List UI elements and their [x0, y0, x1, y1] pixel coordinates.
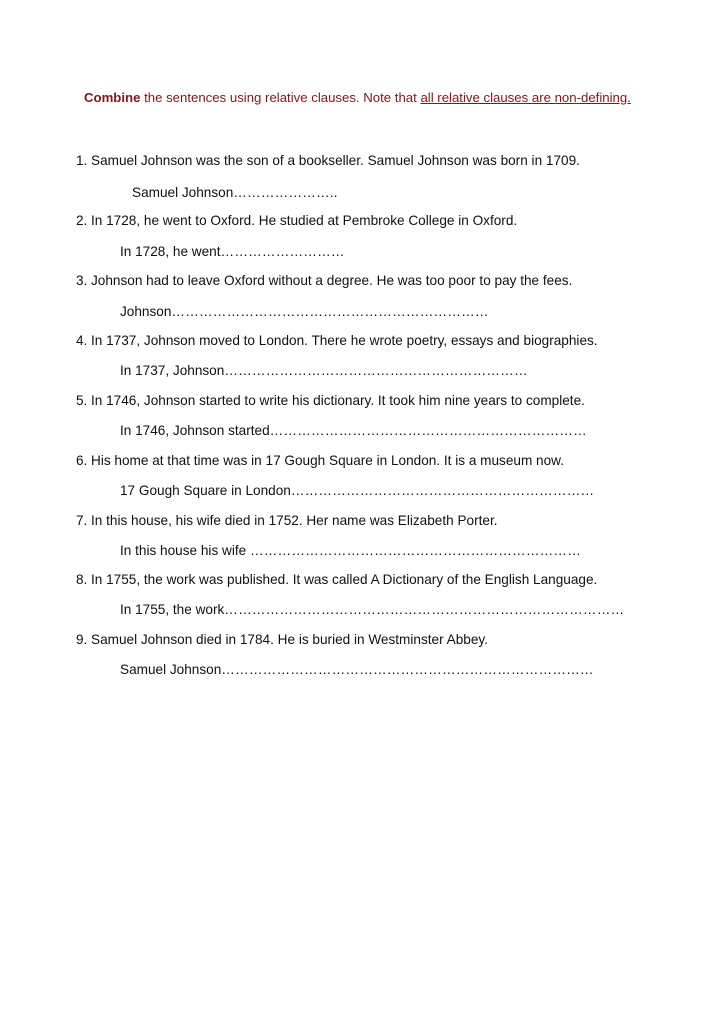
exercise-text: In 1755, the work was published. It was called A Dictionary of the English Language. — [91, 572, 598, 587]
instruction-underlined: all relative clauses are non-defining. — [420, 90, 631, 105]
instruction-paragraph — [84, 84, 664, 111]
exercise-number: 4. — [76, 333, 88, 348]
exercise-text: In this house, his wife died in 1752. Her name was Elizabeth Porter. — [91, 513, 498, 528]
answer-line-3 — [120, 303, 489, 321]
exercise-text: Samuel Johnson was the son of a bookseller. Samuel Johnson was born in 1709. — [91, 153, 580, 168]
answer-blank: ……………………………………………………………… — [249, 543, 582, 558]
answer-line-9 — [120, 661, 594, 679]
exercise-sentence-1 — [76, 152, 580, 170]
answer-line-7 — [120, 542, 581, 560]
answer-blank: ……………………… — [220, 244, 345, 259]
answer-prompt: In 1728, he went — [120, 244, 221, 259]
answer-line-8 — [120, 601, 624, 619]
exercise-number: 3. — [76, 273, 88, 288]
exercise-text: In 1746, Johnson started to write his dictionary. It took him nine years to complete. — [91, 393, 585, 408]
exercise-number: 8. — [76, 572, 88, 587]
answer-prompt: In 1746, Johnson started — [120, 423, 270, 438]
exercise-text: In 1737, Johnson moved to London. There he wrote poetry, essays and biographies. — [91, 333, 598, 348]
exercise-sentence-2 — [76, 212, 517, 230]
answer-blank: ……………………………………………………………………… — [221, 662, 594, 677]
exercise-number: 7. — [76, 513, 88, 528]
exercise-number: 6. — [76, 453, 88, 468]
answer-line-1 — [132, 184, 338, 202]
exercise-sentence-7 — [76, 512, 498, 530]
exercise-number: 9. — [76, 632, 88, 647]
answer-prompt: Samuel Johnson — [132, 185, 234, 200]
exercise-sentence-9 — [76, 631, 488, 649]
answer-prompt: In 1755, the work — [120, 602, 225, 617]
answer-prompt: 17 Gough Square in London — [120, 483, 291, 498]
instruction-text: the sentences using relative clauses. Note that — [140, 90, 421, 105]
answer-blank: ………………………………………………………… — [224, 363, 528, 378]
exercise-sentence-5 — [76, 392, 585, 410]
exercise-number: 1. — [76, 153, 88, 168]
answer-blank: …………………………………………………………… — [269, 423, 587, 438]
answer-line-4 — [120, 362, 528, 380]
answer-prompt: Johnson — [120, 304, 172, 319]
exercise-sentence-8 — [76, 571, 597, 589]
answer-line-2 — [120, 243, 345, 261]
answer-blank: ………………….. — [233, 185, 338, 200]
exercise-number: 2. — [76, 213, 88, 228]
answer-line-5 — [120, 422, 587, 440]
exercise-text: In 1728, he went to Oxford. He studied at Pembroke College in Oxford. — [91, 213, 518, 228]
answer-prompt: In 1737, Johnson — [120, 363, 225, 378]
exercise-sentence-3 — [76, 272, 572, 290]
answer-blank: …………………………………………………………… — [171, 304, 489, 319]
exercise-text: Samuel Johnson died in 1784. He is buried in Westminster Abbey. — [91, 632, 488, 647]
answer-prompt: Samuel Johnson — [120, 662, 222, 677]
exercise-sentence-6 — [76, 452, 564, 470]
answer-line-6 — [120, 482, 594, 500]
exercise-number: 5. — [76, 393, 88, 408]
exercise-text: His home at that time was in 17 Gough Square in London. It is a museum now. — [91, 453, 565, 468]
instruction-keyword: Combine — [84, 90, 141, 105]
exercise-text: Johnson had to leave Oxford without a degree. He was too poor to pay the fees. — [91, 273, 573, 288]
answer-prompt: In this house his wife — [120, 543, 250, 558]
answer-blank: ………………………………………………………… — [290, 483, 595, 498]
exercise-sentence-4 — [76, 332, 598, 350]
answer-blank: …………………………………………………………………………… — [224, 602, 625, 617]
